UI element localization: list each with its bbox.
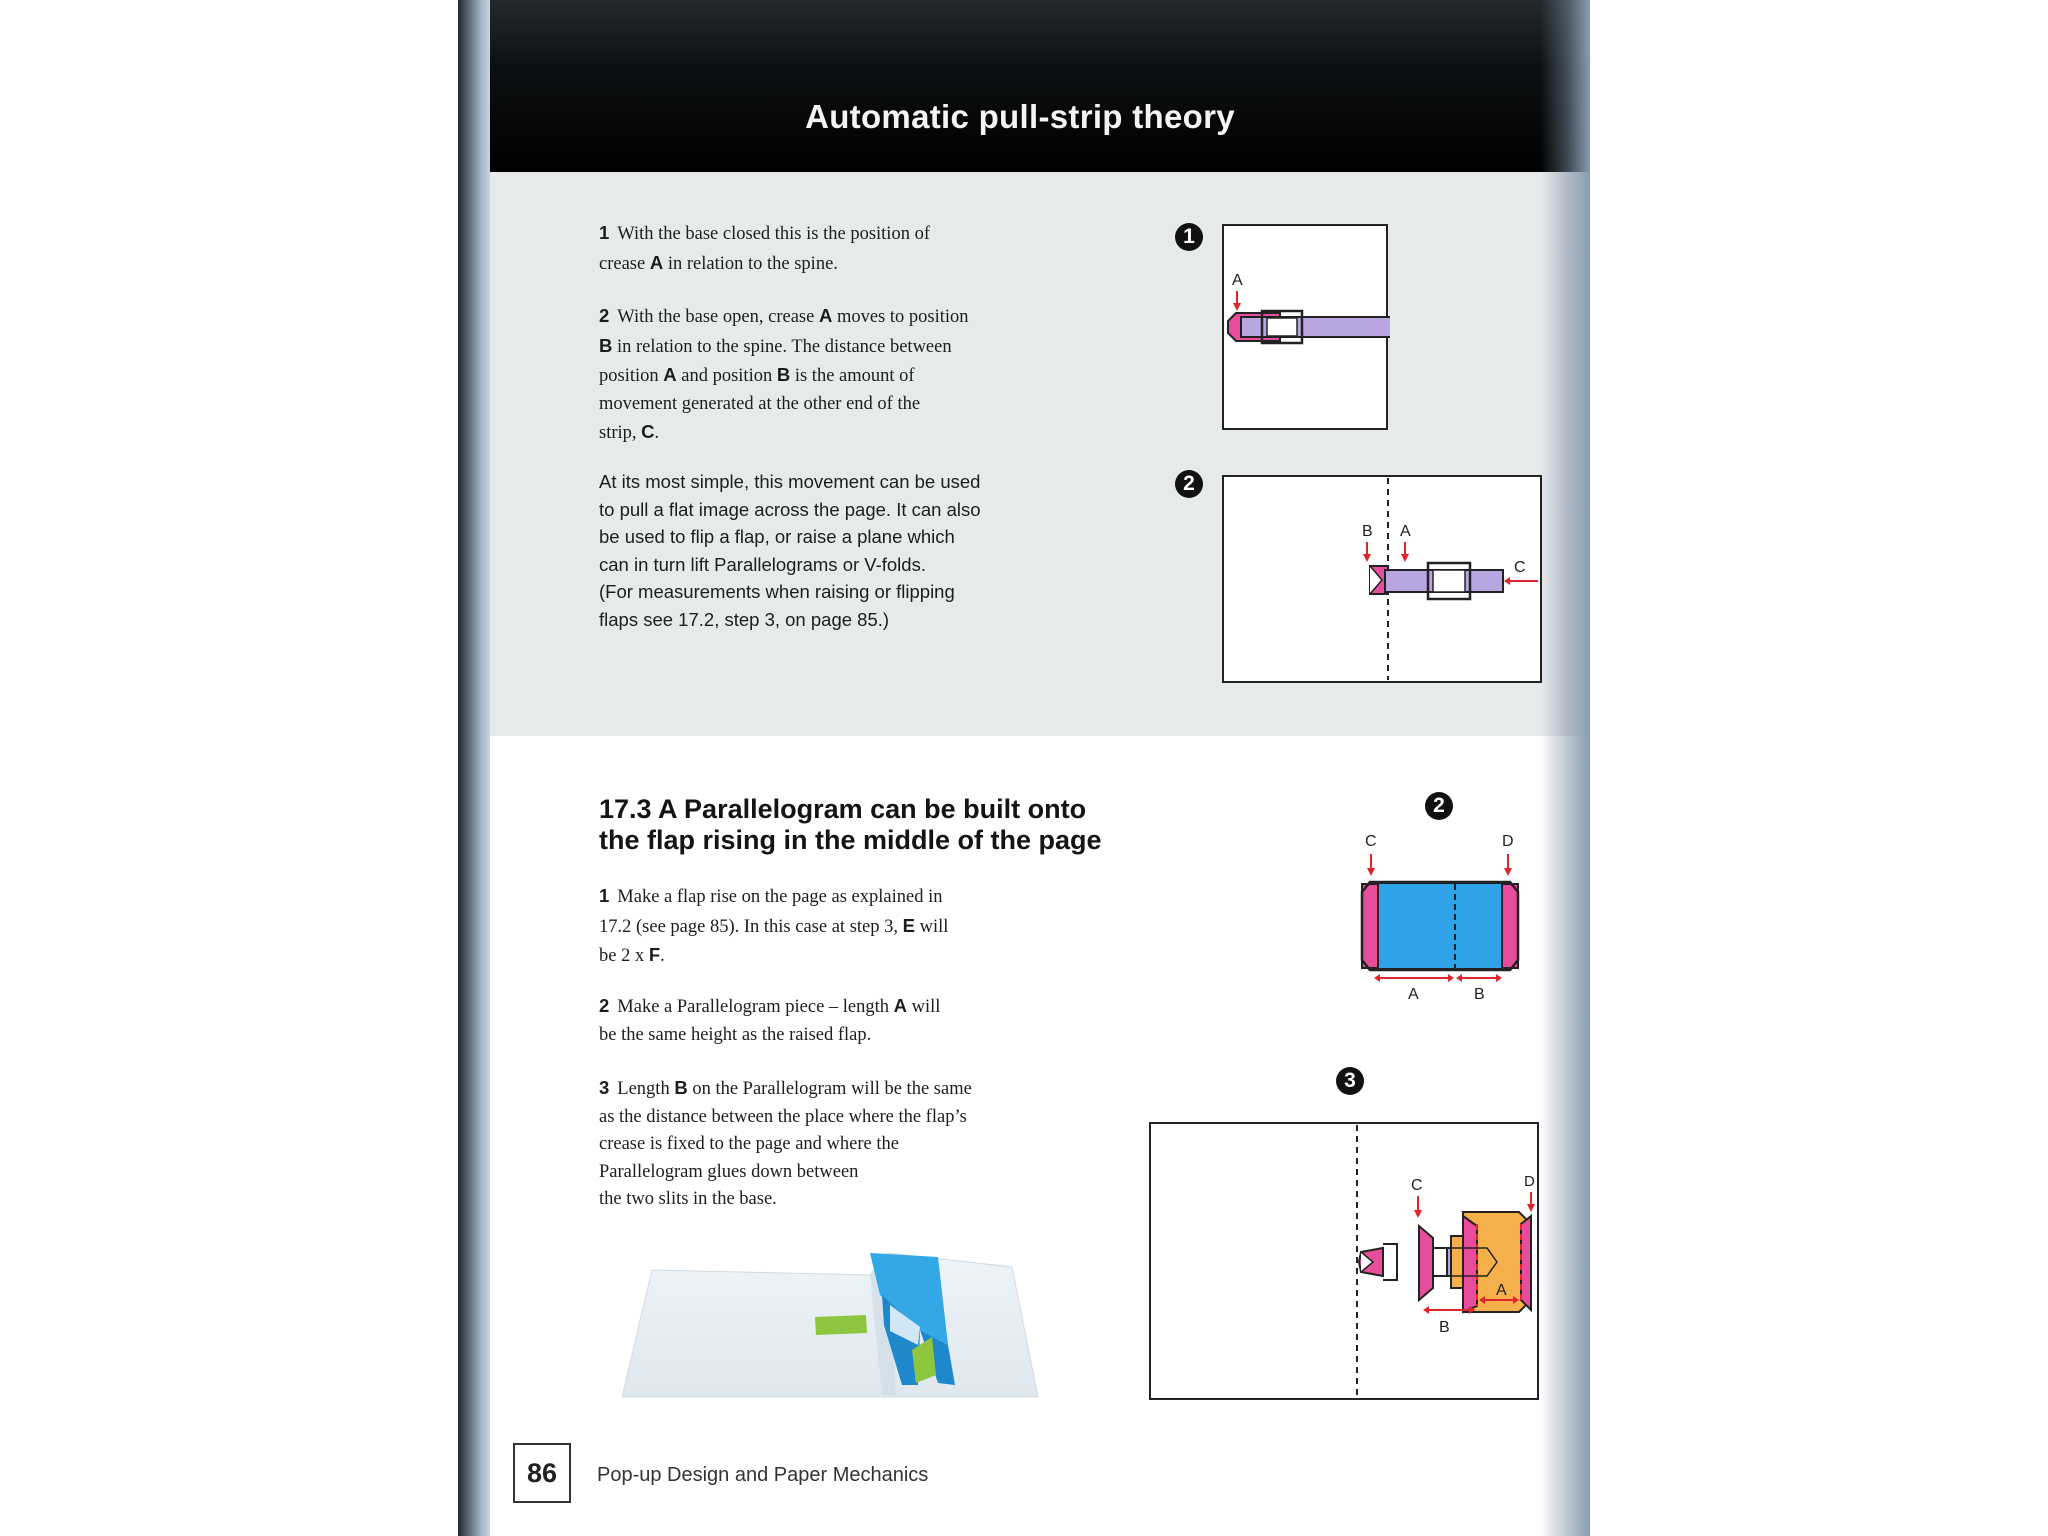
section-step-3: 3 Length B on the Parallelogram will be the same as the distance between the place where the flap’s crease is fixed to the page and where the Parallelogram glues down between the two slits in the base. xyxy=(599,1077,972,1209)
label-a: A xyxy=(1232,272,1243,289)
section-heading: 17.3 A Parallelogram can be built onto the flap rising in the middle of the page xyxy=(599,794,1102,855)
step-number: 2 xyxy=(599,995,610,1016)
page-header xyxy=(490,0,1590,172)
step-marker-2: 2 xyxy=(1175,470,1203,498)
section-step-1: 1 Make a flap rise on the page as explained in 17.2 (see page 85). In this case at step 3, E will be 2 x F. xyxy=(599,885,949,966)
intro-step-1: 1 With the base closed this is the position of crease A in relation to the spine. xyxy=(599,222,930,274)
intro-note: At its most simple, this movement can be used to pull a flat image across the page. It can also be used to flip a flap, or raise a plane which can in turn lift Parallelograms or V-folds. (For measurements when raising or flipping flaps see 17.2, step 3, on page 85.) xyxy=(599,471,981,630)
popup-model-photo xyxy=(620,1235,1040,1405)
diagram-assembled-base xyxy=(1147,1120,1541,1402)
label-a: A xyxy=(1400,523,1411,540)
step-marker-3: 3 xyxy=(1336,1067,1364,1095)
step-number: 3 xyxy=(599,1077,610,1098)
diagram-open-base xyxy=(1220,474,1546,686)
flap xyxy=(1419,1226,1433,1300)
label-a: A xyxy=(1408,986,1419,1003)
page-number: 86 xyxy=(513,1443,571,1503)
page-title: Automatic pull-strip theory xyxy=(805,98,1235,135)
step-marker-1: 1 xyxy=(1175,223,1203,251)
arrow-c xyxy=(1367,868,1375,876)
step-marker-2-bottom: 2 xyxy=(1425,792,1453,820)
label-d: D xyxy=(1524,1173,1535,1190)
label-c: C xyxy=(1411,1177,1423,1194)
label-b: B xyxy=(1362,523,1373,540)
label-c: C xyxy=(1365,833,1377,850)
label-a: A xyxy=(1496,1282,1507,1299)
step-number: 2 xyxy=(599,305,610,326)
pull-strip xyxy=(1241,317,1390,337)
parallelogram-panel xyxy=(1378,883,1502,969)
label-c: C xyxy=(1514,559,1526,576)
diagram-closed-base xyxy=(1220,223,1390,431)
page-edge-shadow xyxy=(1540,0,1590,1536)
intro-step-2: 2 With the base open, crease A moves to position B in relation to the spine. The distance between position A and position B is the amount of movement generated at the other end of the strip, C. xyxy=(599,305,969,443)
label-d: D xyxy=(1502,833,1514,850)
book-spine xyxy=(458,0,490,1536)
section-step-2: 2 Make a Parallelogram piece – length A will be the same height as the raised flap. xyxy=(599,995,941,1045)
arrow-d xyxy=(1504,868,1512,876)
step-number: 1 xyxy=(599,885,610,906)
book-title: Pop-up Design and Paper Mechanics xyxy=(597,1464,929,1486)
label-b: B xyxy=(1439,1319,1450,1336)
step-number: 1 xyxy=(599,222,610,243)
diagram-parallelogram-piece xyxy=(1350,826,1530,1006)
label-b: B xyxy=(1474,986,1485,1003)
